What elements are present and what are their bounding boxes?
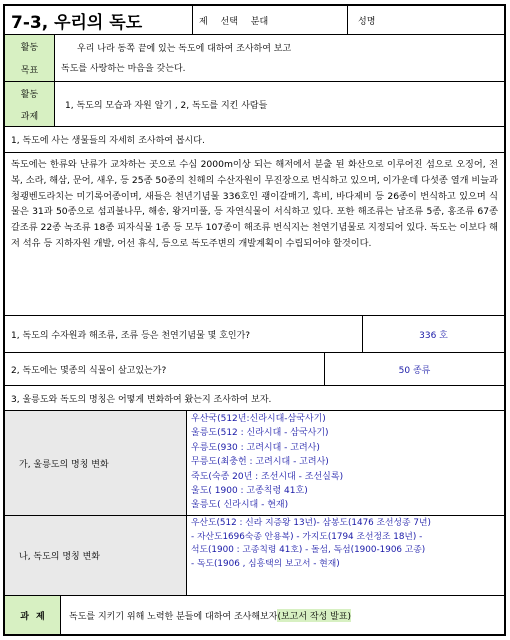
ulleungdo-name-item: 죽도(숙종 20년 : 조선시대 - 조선실록) <box>191 471 344 482</box>
ulleungdo-name-item: 우산국(512년:신라시대-삼국사기) <box>191 414 326 424</box>
question2-answer[interactable]: 50 종류 <box>398 365 431 376</box>
assignment-note: (보고서 작성 발표) <box>277 609 351 622</box>
goal-text-line2: 독도를 사랑하는 마음을 갖는다. <box>61 64 186 74</box>
task-text: 1, 독도의 모습과 자원 알기 , 2, 독도를 지킨 사람들 <box>65 100 268 111</box>
goal-label-line2: 목표 <box>20 66 39 76</box>
dokdo-name-item: - 자산도1696숙종 안용복) - 가지도(1794 조선정조 18년) - <box>191 531 423 542</box>
question1-row <box>5 316 504 353</box>
student-name-label: 성명 <box>358 16 376 27</box>
dokdo-name-item: 우산도(512 : 신라 지증왕 13년)- 삼봉도(1476 조선성종 7년) <box>191 518 431 528</box>
ulleungdo-name-list <box>187 411 504 515</box>
question1-text: 1, 독도의 수자원과 해조류, 조류 등은 천연기념물 몇 호인가? <box>5 316 363 352</box>
goal-row <box>5 35 504 82</box>
assignment-row <box>5 596 504 634</box>
ulleungdo-name-item: 우릉도(930 : 고려시대 - 고려사) <box>191 442 320 453</box>
dokdo-label: 나, 독도의 명칭 변화 <box>5 516 187 595</box>
dokdo-row <box>5 516 504 596</box>
ulleungdo-name-item: 무릉도(최충헌 : 고려시대 - 고려사) <box>191 457 329 468</box>
goal-text-line1: 우리 나라 동쪽 끝에 있는 독도에 대하여 조사하여 보고 <box>77 44 292 54</box>
assignment-text <box>61 596 504 634</box>
section3-heading-row <box>5 386 504 411</box>
goal-text <box>55 35 504 81</box>
ulleungdo-name-item: 울릉도( 신라시대 - 현재) <box>191 500 289 511</box>
dokdo-name-item: 석도(1900 : 고종칙령 41호) - 돌섬, 독섬(1900-1906 고종) <box>191 545 426 556</box>
ulleungdo-label: 가, 울릉도의 명칭 변화 <box>5 411 187 515</box>
class-meta-label <box>193 6 348 34</box>
goal-label <box>5 35 55 81</box>
dokdo-name-item: - 독도(1906 , 심흥택의 보고서 - 현재) <box>191 558 340 569</box>
task-label-line2: 과제 <box>20 111 39 122</box>
section1-paragraph: 독도에는 한류와 난류가 교차하는 곳으로 수심 2000m이상 되는 해저에서 분출 된 화산으로 이루어진 섬으로 오징어, 전복, 소라, 해삼, 문어, 새우, 등 25종 50종의 친해의 수산자원이 무진장으로 번식하고 있으며, 이가운데 다섯종 열개 비늘과 청괭벤도라치는 미기록어종이며, 새들은 천년기념물 336호인 괭이갈매기, 흑비, 바다제비 등 26종이 번식하고 있으며 식물은 31과 50종으로 섬괴불나무, 해송, 왕거미풀, 등 자연식물이 서식하고 있다. 포한 해조류는 남조류 5종, 홍조류 67종 갈조류 22종 녹조류 18종 피자식물 1종 등 모두 107종이 해조류 번식지는 천연기념물로 지정되어 있다. 독도는 이보다 해저 석유 등 지하자원 개발, 어선 휴식, 등으로 독도주변의 개발계획이 수립되어야 할것이다. <box>11 159 499 249</box>
ulleungdo-name-item: 울도( 1900 : 고종칙령 41호) <box>191 485 308 496</box>
section1-body-row <box>5 153 504 316</box>
worksheet <box>3 4 506 636</box>
task-row <box>5 82 504 127</box>
section3-heading: 3, 울릉도와 독도의 명칭은 어떻게 변화하여 왔는지 조사하여 보자. <box>11 394 272 405</box>
goal-label-line1: 활동 <box>20 43 39 53</box>
task-label-line1: 활동 <box>20 89 39 100</box>
task-label <box>5 82 55 126</box>
student-name-field[interactable] <box>348 6 504 34</box>
assignment-label: 과 제 <box>5 596 61 634</box>
assignment-description: 독도를 지키기 위해 노력한 분들에 대하여 조사해보자 <box>69 611 278 622</box>
worksheet-title: 7-3, 우리의 독도 <box>5 6 193 34</box>
dokdo-name-list <box>187 516 504 595</box>
class-meta-text: 제 선택 분대 <box>199 16 269 27</box>
ulleungdo-row <box>5 411 504 516</box>
section1-heading-row <box>5 127 504 153</box>
section1-heading: 1, 독도에 사는 생물들의 자세히 조사하여 봅시다. <box>11 136 205 146</box>
question1-answer[interactable]: 336 호 <box>419 330 448 341</box>
question2-row <box>5 353 504 386</box>
ulleungdo-name-item: 울릉도(512 : 신라시대 - 삼국사기) <box>191 428 329 439</box>
header-row <box>5 6 504 35</box>
question2-text: 2, 독도에는 몇종의 식물이 살고있는가? <box>5 353 325 385</box>
